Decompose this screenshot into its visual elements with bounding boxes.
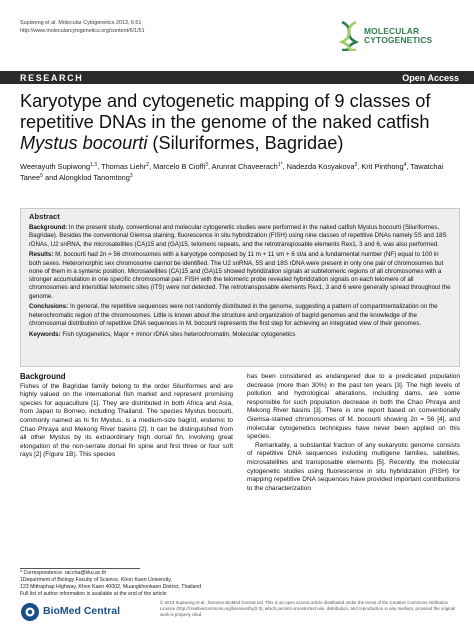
title-text-start: Karyotype and cytogenetic mapping of 9 classes of repetitive DNAs in the genome of the naked catfish — [20, 91, 431, 132]
article-url-link[interactable]: http://www.molecularcytogenetics.org/content/6/1/51 — [20, 27, 145, 34]
article-type-label: RESEARCH — [20, 72, 84, 83]
author-name[interactable]: Krit Pinthong — [361, 162, 404, 171]
abstract-background: Background: In the present study, conventional and molecular cytogenetic studies were performed in the naked catfish Mystus bocourti (Siluriformes, Bagridae). Besides the conventional Giemsa staining, fluorescence in situ hybridization (FISH) using nine classes of repetitive DNAs namely 5S and 18S rDNAs, U2 snRNA, the microsatellites (CA)15 and (GA)15, telomeric repeats, and the retrotransposable elements Rex1, 3 and 6, was also performed. — [29, 224, 447, 248]
affiliation-line: 1Department of Biology Faculty of Science, Khon Kaen University, — [20, 576, 172, 583]
author-separator: and — [42, 172, 59, 182]
body-column-right — [247, 373, 460, 493]
address-line: 123 Mittraphap Highway, Khon Kaen 40002, Muangkhonkaen District, Thailand — [20, 583, 202, 590]
author-list — [20, 162, 460, 183]
biomed-central-logo[interactable] — [20, 601, 150, 623]
body-paragraph-1: has been considered as endangered due to a predicated population decrease (more than 30%) in the past ten years [3]. The high levels of pollution and hydrological alterations, including dams, are some responsible for such population decrease in both the Chao Phraya and Mekong River basins [3]. There is one report based on conventionally Giemsa-stained chromosomes of M. bocourti showing 2n = 56 [4], and molecular cytogenetics techniques have never been applied on this species. — [247, 373, 460, 441]
author-affiliation-mark: 1* — [277, 162, 283, 168]
author-separator: , — [282, 162, 287, 171]
author-name[interactable]: Thomas Liehr — [101, 162, 147, 171]
abstract-keywords: Keywords: Fish cytogenetics, Major + minor rDNA sites heterochromatin, Molecular cytogenetics — [29, 330, 296, 338]
author-affiliation-mark: 1,3 — [90, 162, 98, 168]
journal-name-line2: CYTOGENETICS — [364, 35, 433, 46]
author-affiliation-mark: 3 — [205, 162, 208, 168]
citation-header — [20, 20, 320, 35]
author-name[interactable]: Tawatchai Tanee — [20, 162, 444, 182]
title-text-end: (Siluriformes, Bagridae) — [147, 133, 344, 153]
publisher-name: BioMed Central — [43, 605, 121, 617]
body-paragraph-2: Remarkably, a substantial fraction of any eukaryotic genome consists of repetitive DNA sequences including multigene families, satellites, microsatellites and transposable elements [5]. Recently, the molecular cytogenetic studies using fluorescence in situ hybridization (FISH) for mapping repetitive DNA sequences have provided important contributions to the characterization — [247, 441, 460, 492]
author-name[interactable]: Alongklod Tanomtong — [58, 172, 130, 182]
author-separator: , — [149, 162, 154, 171]
background-paragraph: Fishes of the Bagridae family belong to the order Siluriformes and are highly valued on the international fish market and represent promising species for aquaculture [1]. They are distributed in both Africa and Asia, from Japan to Borneo, including Thailand. The species Mystus bocourti, commonly named as hi fin Mystus, is a medium-size bagrid, endemic to Chao Phraya and Mekong River basins [2]. It can be distinguished from all other Mystus by its extraordinary high dorsal fin, involving great elongation of the non-serrate dorsal fin spine and first three or four soft rays [2] (Figure 1B). This species — [20, 382, 233, 459]
footnote-divider — [20, 568, 140, 569]
journal-logo[interactable] — [338, 19, 462, 51]
author-separator: , — [406, 162, 411, 171]
author-affiliation-mark: 3 — [129, 172, 133, 179]
abstract-box — [20, 208, 460, 367]
author-separator: , — [357, 162, 362, 171]
author-name[interactable]: Nadezda Kosyakova — [286, 162, 355, 171]
biomed-central-icon — [20, 602, 40, 622]
body-column-left — [20, 373, 233, 460]
dna-helix-icon — [338, 21, 360, 51]
journal-name-line1: MOLECULAR — [364, 26, 420, 36]
author-affiliation-mark: 2 — [354, 162, 358, 168]
abstract-conclusions: Conclusions: In general, the repetitive sequences were not randomly distributed in the genome, suggesting a pattern of compartmentalization on the heterochromatic region of the chromosomes. Little is known about the structure and organization of bagrid genomes and the knowledge of the chromosomal distribution of repetitive DNA sequences in M. bocourti represents the first step for achieving an integrated view of their genomes. — [29, 303, 438, 328]
author-name[interactable]: Marcelo B Cioffi — [153, 162, 206, 171]
citation-line: Supiwong et al. Molecular Cytogenetics 2013, 6:51 — [20, 20, 142, 26]
author-separator: , — [207, 162, 212, 171]
abstract-heading: Abstract — [29, 212, 60, 221]
title-species: Mystus bocourti — [20, 133, 148, 153]
correspondence-footnote — [20, 570, 233, 598]
author-separator: , — [97, 162, 102, 171]
article-type-banner — [0, 71, 474, 84]
author-info-note: Full list of author information is available at the end of the article — [20, 590, 167, 597]
author-affiliation-mark: 5 — [40, 172, 43, 179]
author-name[interactable]: Arunrat Chaveerach — [211, 162, 278, 171]
author-affiliation-mark: 4 — [403, 162, 407, 168]
author-affiliation-mark: 2 — [146, 162, 150, 168]
open-access-badge: Open Access — [402, 72, 459, 83]
correspondence-email-link[interactable]: * Correspondence: raccha@kku.ac.th — [20, 570, 107, 576]
author-name[interactable]: Weerayuth Supiwong — [20, 162, 91, 171]
abstract-results: Results: M. bocourti had 2n = 56 chromosomes with a karyotype composed by 11 m + 11 sm + 6 st/a and a fundamental number (NF) equal to 100 in both sexes. Heteromorphic sex chromosome cannot be identified. The U2 snRNA, 5S and 18S rDNA were present in only one pair of chromosomes but none of them in a syntenic position. Microsatellites (CA)15 and (GA)15 showed hybridization signals at subtelomeric regions of all chromosomes with a stronger accumulation in one specific chromosomal pair. FISH with the telomeric probe revealed hybridization signals on each telomere of all chromosomes and interstitial telomeric sites (ITS) were not detected. The retrotransposable elements Rex1, 3 and 6 were generally spread throughout the genome. — [29, 251, 451, 300]
article-title — [20, 91, 460, 154]
license-notice: © 2013 Supiwong et al.; licensee BioMed Central Ltd. This is an open access article distributed under the terms of the Creative Commons Attribution License (http://creativecommons.org/licenses/by/2.0), which permits unrestricted use, distribution, and reproduction in any medium, provided the original work is properly cited. — [160, 600, 456, 617]
background-heading: Background — [20, 372, 66, 381]
